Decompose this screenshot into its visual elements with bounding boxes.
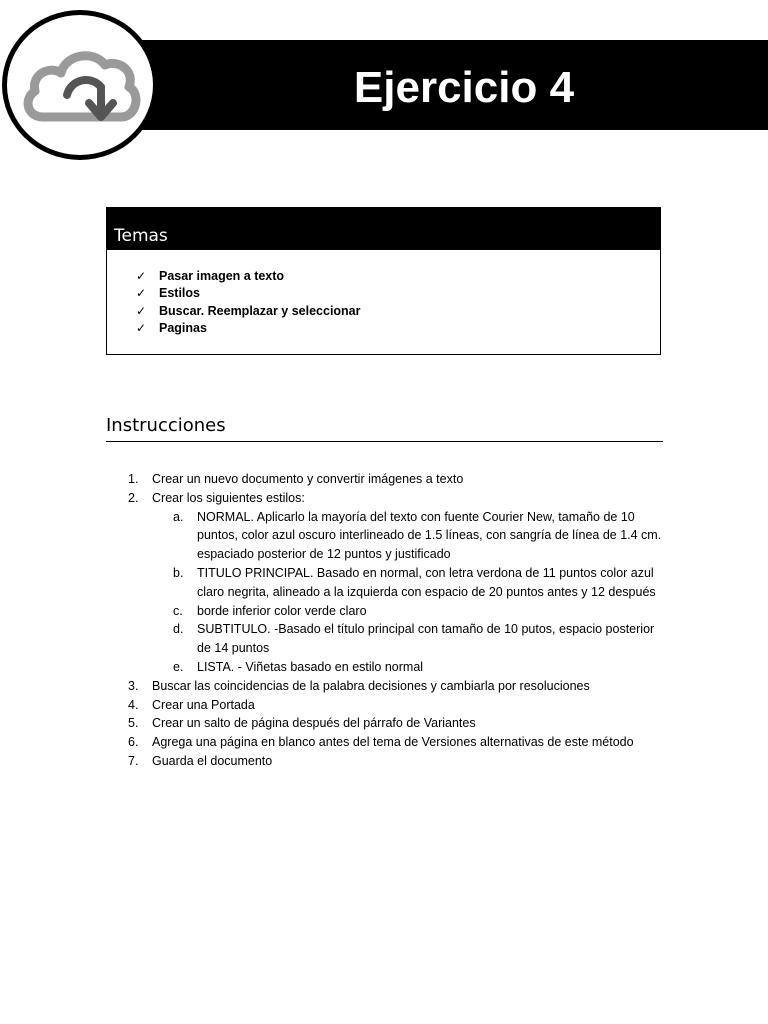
sub-list-item: d. SUBTITULO. -Basado el título principal con tamaño de 10 putos, espacio posterior de 14 puntos: [173, 622, 655, 656]
instructions-list: [106, 470, 666, 771]
header-bar: [120, 40, 768, 130]
check-icon: ✓: [136, 320, 147, 335]
page-title: Ejercicio 4: [353, 63, 575, 112]
list-item: 5. Crear un salto de página después del párrafo de Variantes: [128, 716, 476, 731]
logo: [2, 10, 158, 160]
list-item: ✓ Paginas: [136, 320, 660, 337]
list-item: 7. Guarda el documento: [128, 753, 273, 768]
list-item: ✓ Buscar. Reemplazar y seleccionar: [136, 303, 660, 320]
list-item: 3. Buscar las coincidencias de la palabra decisiones y cambiarla por resoluciones: [128, 678, 590, 693]
list-item: ✓ Estilos: [136, 285, 660, 302]
sub-list-item: b. TITULO PRINCIPAL. Basado en normal, con letra verdona de 11 puntos color azul claro negrita, alineado a la izquierda con espacio de 20 puntos antes y 12 después: [173, 565, 656, 599]
sub-list-item: c. borde inferior color verde claro: [173, 603, 367, 618]
temas-list: [107, 250, 660, 337]
check-icon: ✓: [136, 286, 147, 301]
list-item: 6. Agrega una página en blanco antes del tema de Versiones alternativas de este método: [128, 735, 634, 750]
list-item: 1. Crear un nuevo documento y convertir imágenes a texto: [128, 472, 464, 486]
instrucciones-heading: Instrucciones: [106, 415, 226, 436]
temas-heading: Temas: [107, 208, 660, 250]
list-item: ✓ Pasar imagen a texto: [136, 268, 660, 285]
sub-list-item: e. LISTA. - Viñetas basado en estilo normal: [173, 659, 424, 674]
list-item: 2. Crear los siguientes estilos:: [128, 490, 305, 505]
cloud-download-icon: [21, 41, 141, 131]
list-item: 4. Crear una Portada: [128, 697, 255, 712]
check-icon: ✓: [136, 269, 147, 283]
heading-divider: [106, 441, 663, 442]
sub-list-item: a. NORMAL. Aplicarlo la mayoría del texto con fuente Courier New, tamaño de 10 puntos, color azul oscuro interlineado de 1.5 líneas, con sangría de línea de 1.4 cm. espaciado posterior de 12 puntos y justificado: [173, 509, 662, 562]
temas-box: [106, 207, 661, 355]
check-icon: ✓: [136, 303, 147, 318]
